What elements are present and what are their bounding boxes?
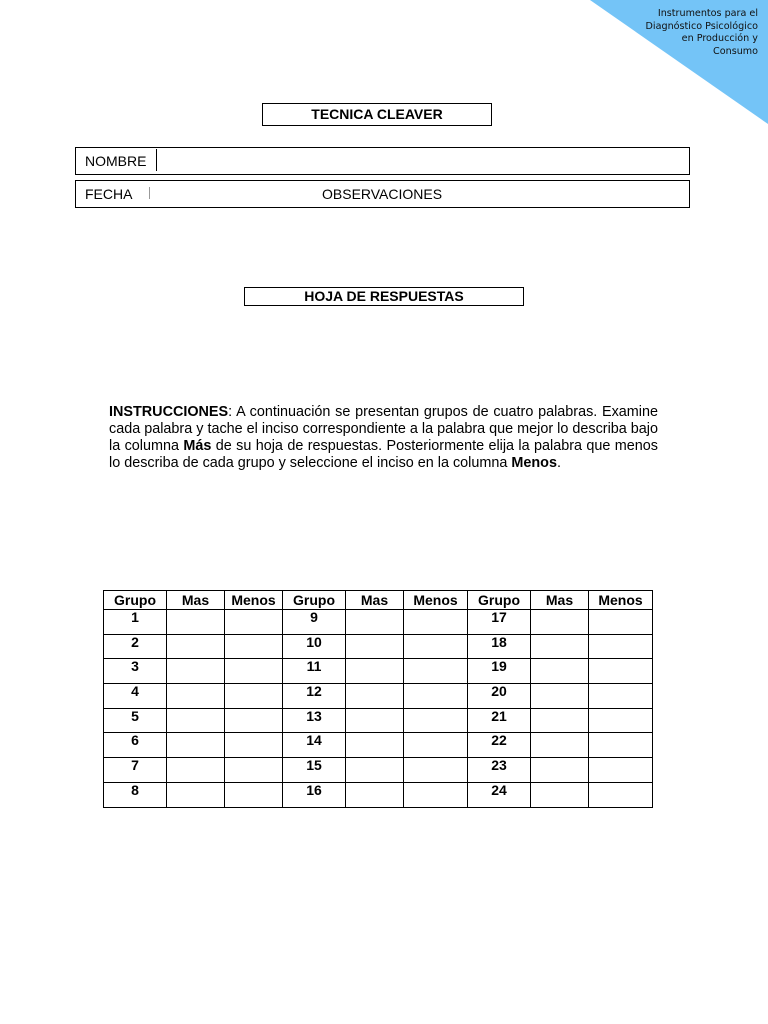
table-row	[104, 708, 653, 733]
mas-answer-cell[interactable]	[167, 782, 225, 807]
menos-answer-cell[interactable]	[589, 610, 653, 635]
instructions-text: .	[556, 455, 561, 471]
mas-answer-cell[interactable]	[531, 659, 589, 684]
group-number-cell: 13	[283, 708, 346, 733]
group-number-cell: 4	[104, 684, 167, 709]
menos-answer-cell[interactable]	[589, 684, 653, 709]
mas-answer-cell[interactable]	[531, 610, 589, 635]
table-row	[104, 684, 653, 709]
menos-answer-cell[interactable]	[225, 708, 283, 733]
nombre-field[interactable]	[75, 147, 690, 175]
instructions-mas: Más	[183, 438, 212, 454]
mas-answer-cell[interactable]	[167, 610, 225, 635]
nombre-label: NOMBRE	[85, 153, 147, 169]
menos-answer-cell[interactable]	[589, 708, 653, 733]
group-number-cell: 5	[104, 708, 167, 733]
mas-answer-cell[interactable]	[531, 708, 589, 733]
header-mas: Mas	[531, 591, 589, 610]
instructions-menos: Menos	[511, 455, 557, 471]
menos-answer-cell[interactable]	[225, 733, 283, 758]
header-mas: Mas	[167, 591, 225, 610]
header-menos: Menos	[404, 591, 468, 610]
mas-answer-cell[interactable]	[346, 708, 404, 733]
menos-answer-cell[interactable]	[404, 708, 468, 733]
menos-answer-cell[interactable]	[404, 782, 468, 807]
menos-answer-cell[interactable]	[225, 782, 283, 807]
mas-answer-cell[interactable]	[531, 733, 589, 758]
mas-answer-cell[interactable]	[167, 733, 225, 758]
corner-line: Consumo	[713, 45, 758, 57]
group-number-cell: 17	[468, 610, 531, 635]
corner-caption	[628, 8, 758, 58]
header-grupo: Grupo	[468, 591, 531, 610]
table-row	[104, 782, 653, 807]
group-number-cell: 22	[468, 733, 531, 758]
corner-line: Diagnóstico Psicológico	[645, 20, 758, 32]
menos-answer-cell[interactable]	[225, 758, 283, 783]
group-number-cell: 18	[468, 634, 531, 659]
menos-answer-cell[interactable]	[589, 659, 653, 684]
instructions-text: de su hoja de respuestas. Posteriormente elija la palabra que menos lo describa de cada grupo y seleccione el inciso en la columna	[109, 438, 658, 471]
group-number-cell: 8	[104, 782, 167, 807]
group-number-cell: 15	[283, 758, 346, 783]
instructions-text: : A continuación se presentan grupos de cuatro palabras. Examine cada palabra y tache el inciso correspondiente a la palabra que mejor lo describa bajo la columna	[109, 404, 658, 454]
mas-answer-cell[interactable]	[531, 684, 589, 709]
corner-line: en Producción y	[681, 33, 758, 44]
group-number-cell: 7	[104, 758, 167, 783]
mas-answer-cell[interactable]	[531, 634, 589, 659]
table-row	[104, 659, 653, 684]
mas-answer-cell[interactable]	[346, 758, 404, 783]
mas-answer-cell[interactable]	[167, 659, 225, 684]
mas-answer-cell[interactable]	[167, 634, 225, 659]
mas-answer-cell[interactable]	[346, 659, 404, 684]
table-row	[104, 610, 653, 635]
nombre-text-cursor	[156, 149, 157, 171]
group-number-cell: 9	[283, 610, 346, 635]
mas-answer-cell[interactable]	[346, 634, 404, 659]
group-number-cell: 2	[104, 634, 167, 659]
group-number-cell: 6	[104, 733, 167, 758]
group-number-cell: 1	[104, 610, 167, 635]
group-number-cell: 24	[468, 782, 531, 807]
mas-answer-cell[interactable]	[346, 733, 404, 758]
header-grupo: Grupo	[283, 591, 346, 610]
group-number-cell: 10	[283, 634, 346, 659]
instructions-lead: INSTRUCCIONES	[109, 404, 229, 420]
menos-answer-cell[interactable]	[589, 733, 653, 758]
mas-answer-cell[interactable]	[531, 758, 589, 783]
fecha-observaciones-field[interactable]	[75, 180, 690, 208]
group-number-cell: 14	[283, 733, 346, 758]
menos-answer-cell[interactable]	[589, 634, 653, 659]
group-number-cell: 3	[104, 659, 167, 684]
menos-answer-cell[interactable]	[225, 684, 283, 709]
menos-answer-cell[interactable]	[589, 758, 653, 783]
mas-answer-cell[interactable]	[346, 610, 404, 635]
menos-answer-cell[interactable]	[589, 782, 653, 807]
group-number-cell: 16	[283, 782, 346, 807]
table-row	[104, 733, 653, 758]
menos-answer-cell[interactable]	[404, 610, 468, 635]
instructions-paragraph	[109, 404, 658, 472]
header-mas: Mas	[346, 591, 404, 610]
mas-answer-cell[interactable]	[531, 782, 589, 807]
menos-answer-cell[interactable]	[404, 733, 468, 758]
group-number-cell: 19	[468, 659, 531, 684]
header-menos: Menos	[225, 591, 283, 610]
mas-answer-cell[interactable]	[167, 684, 225, 709]
table-row	[104, 758, 653, 783]
group-number-cell: 11	[283, 659, 346, 684]
menos-answer-cell[interactable]	[404, 634, 468, 659]
mas-answer-cell[interactable]	[346, 782, 404, 807]
menos-answer-cell[interactable]	[225, 610, 283, 635]
menos-answer-cell[interactable]	[404, 684, 468, 709]
mas-answer-cell[interactable]	[346, 684, 404, 709]
corner-line: Instrumentos para el	[657, 8, 758, 19]
table-body	[104, 610, 653, 808]
group-number-cell: 20	[468, 684, 531, 709]
group-number-cell: 23	[468, 758, 531, 783]
mas-answer-cell[interactable]	[167, 708, 225, 733]
menos-answer-cell[interactable]	[404, 659, 468, 684]
group-number-cell: 21	[468, 708, 531, 733]
table-row	[104, 634, 653, 659]
fecha-text-cursor	[149, 187, 150, 199]
header-menos: Menos	[589, 591, 653, 610]
group-number-cell: 12	[283, 684, 346, 709]
answer-sheet-title: HOJA DE RESPUESTAS	[244, 287, 524, 306]
observaciones-label: OBSERVACIONES	[322, 186, 443, 202]
table-header-row	[104, 591, 653, 610]
mas-answer-cell[interactable]	[167, 758, 225, 783]
answer-table	[103, 590, 653, 808]
header-grupo: Grupo	[104, 591, 167, 610]
menos-answer-cell[interactable]	[225, 659, 283, 684]
fecha-label: FECHA	[85, 186, 133, 202]
menos-answer-cell[interactable]	[404, 758, 468, 783]
page-title: TECNICA CLEAVER	[262, 103, 492, 126]
menos-answer-cell[interactable]	[225, 634, 283, 659]
